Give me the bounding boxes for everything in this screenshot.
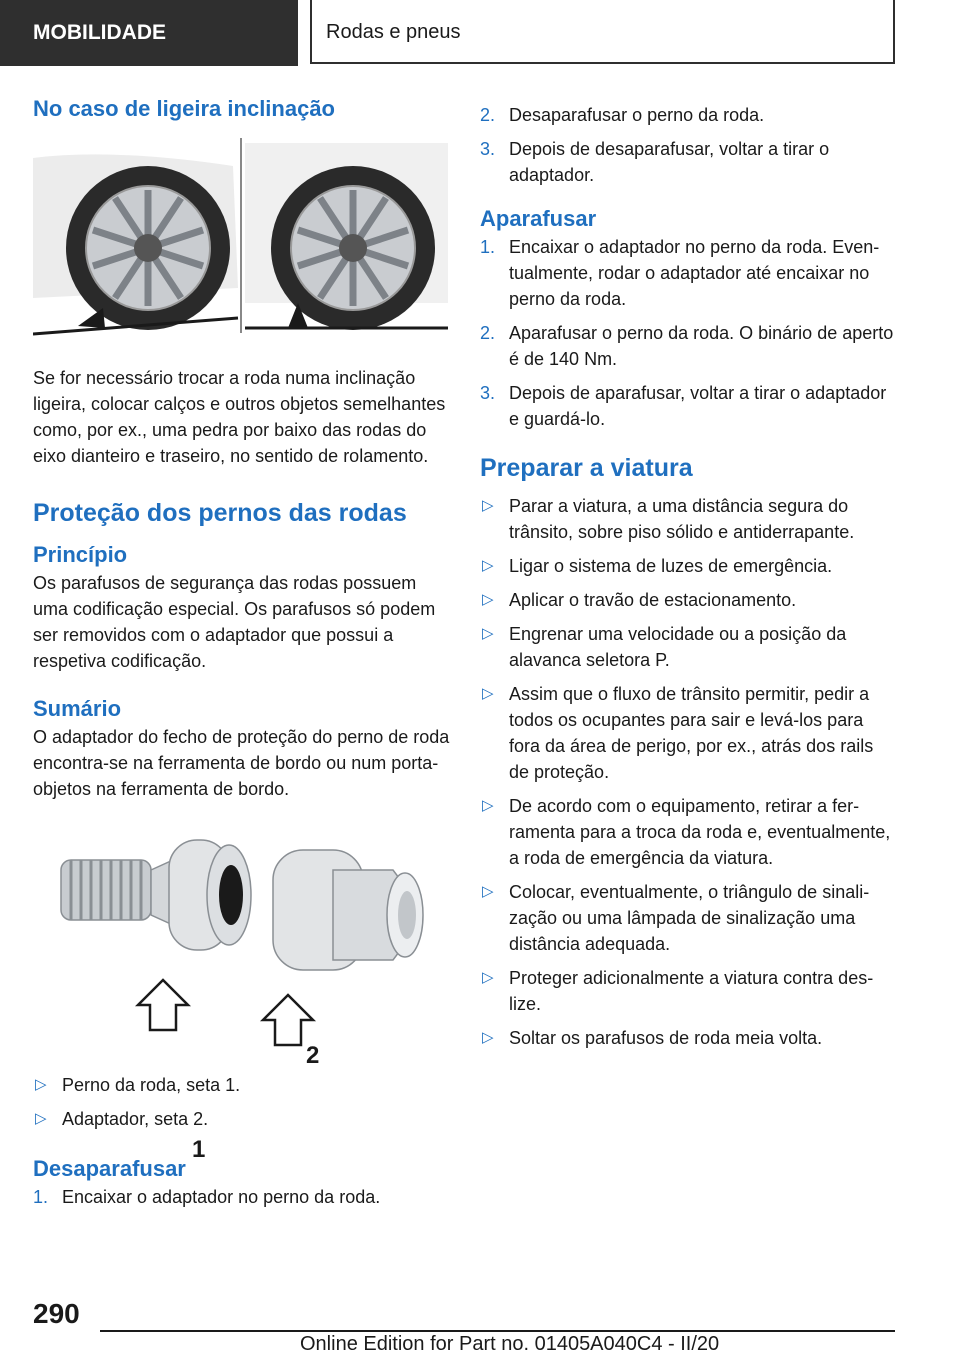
legend-item: ▷ Adaptador, seta 2. <box>33 1106 453 1132</box>
wheels-illustration <box>33 138 448 338</box>
heading-summary: Sumário <box>33 696 122 721</box>
chapter-title: Rodas e pneus <box>310 0 895 64</box>
unscrew-steps-right <box>480 102 898 188</box>
legend-list <box>33 1072 453 1132</box>
triangle-bullet-icon: ▷ <box>482 497 494 514</box>
list-item: ▷ Engrenar uma velocidade ou a posição da alavanca seletora P. <box>480 621 898 673</box>
list-item: ▷ Proteger adicionalmente a viatura contra deslize. <box>480 965 898 1017</box>
triangle-bullet-icon: ▷ <box>482 557 494 574</box>
right-column <box>480 102 898 1059</box>
section-tab: MOBILIDADE <box>0 0 298 66</box>
triangle-bullet-icon: ▷ <box>35 1110 47 1127</box>
step-item: 2. Desaparafusar o perno da roda. <box>480 105 765 125</box>
triangle-bullet-icon: ▷ <box>482 625 494 642</box>
left-column <box>33 96 453 1218</box>
step-item: 1. Encaixar o adaptador no perno da roda. Eventualmente, rodar o adaptador até encaixar no perno da roda. <box>480 237 880 309</box>
page-number: 290 <box>33 1298 80 1329</box>
edition-info: Online Edition for Part no. 01405A040C4 - II/20 <box>300 1333 720 1355</box>
triangle-bullet-icon: ▷ <box>482 685 494 702</box>
triangle-bullet-icon: ▷ <box>482 1029 494 1046</box>
heading-unscrew: Desaparafusar <box>33 1156 186 1181</box>
list-item: ▷ Colocar, eventualmente, o triângulo de sinalização ou uma lâmpada de sinalização uma distância adequada. <box>480 879 898 957</box>
legend-item: ▷ Perno da roda, seta 1. <box>33 1072 453 1098</box>
step-item: 3. Depois de aparafusar, voltar a tirar o adaptador e guardá-lo. <box>480 383 887 429</box>
list-item: ▷ De acordo com o equipamento, retirar a ferramenta para a troca da roda e, eventualmente, a roda de emergência da viatura. <box>480 793 898 871</box>
triangle-bullet-icon: ▷ <box>482 883 494 900</box>
heading-principle: Princípio <box>33 542 128 567</box>
heading-incline: No caso de ligeira inclinação <box>33 96 335 121</box>
paragraph-principle: Os parafusos de segurança das rodas possuem uma codificação especial. Os parafusos só podem ser removidos com o adaptador que possui a respetiva codificação. <box>33 573 436 671</box>
arrow-label-1: 1 <box>192 1136 206 1163</box>
list-item: ▷ Soltar os parafusos de roda meia volta. <box>480 1025 898 1051</box>
unscrew-steps-left <box>33 1184 453 1210</box>
heading-screw: Aparafusar <box>480 206 597 231</box>
step-item: 1. Encaixar o adaptador no perno da roda. <box>33 1187 381 1207</box>
prepare-list <box>480 493 898 1051</box>
list-item: ▷ Assim que o fluxo de trânsito permitir, pedir a todos os ocupantes para sair e levá-los para fora da área de perigo, por ex., atrás dos rails de proteção. <box>480 681 898 785</box>
paragraph-summary: O adaptador do fecho de proteção do perno de roda encontra-se na ferramenta de bordo ou num porta-objetos na ferramenta de bordo. <box>33 727 450 799</box>
paragraph-incline: Se for necessário trocar a roda numa inclinação ligeira, colocar calços e outros objetos semelhantes como, por ex., uma pedra por baixo das rodas do eixo dianteiro e traseiro, no sentido de rolamento. <box>33 368 446 466</box>
bolt-adapter-illustration <box>33 830 448 1055</box>
triangle-bullet-icon: ▷ <box>482 969 494 986</box>
list-item: ▷ Parar a viatura, a uma distância segura do trânsito, sobre piso sólido e antiderrapante. <box>480 493 898 545</box>
triangle-bullet-icon: ▷ <box>35 1076 47 1093</box>
heading-protection: Proteção dos pernos das rodas <box>33 499 407 527</box>
triangle-bullet-icon: ▷ <box>482 797 494 814</box>
step-item: 3. Depois de desaparafusar, voltar a tirar o adaptador. <box>480 139 830 185</box>
heading-prepare: Preparar a viatura <box>480 454 693 482</box>
wheels-on-incline-figure <box>33 138 453 343</box>
list-item: ▷ Aplicar o travão de estacionamento. <box>480 587 898 613</box>
arrow-label-2: 2 <box>306 1042 320 1069</box>
screw-steps <box>480 234 898 432</box>
footer-divider <box>100 1330 895 1332</box>
triangle-bullet-icon: ▷ <box>482 591 494 608</box>
list-item: ▷ Ligar o sistema de luzes de emergência. <box>480 553 898 579</box>
step-item: 2. Aparafusar o perno da roda. O binário de aperto é de 140 Nm. <box>480 323 894 369</box>
